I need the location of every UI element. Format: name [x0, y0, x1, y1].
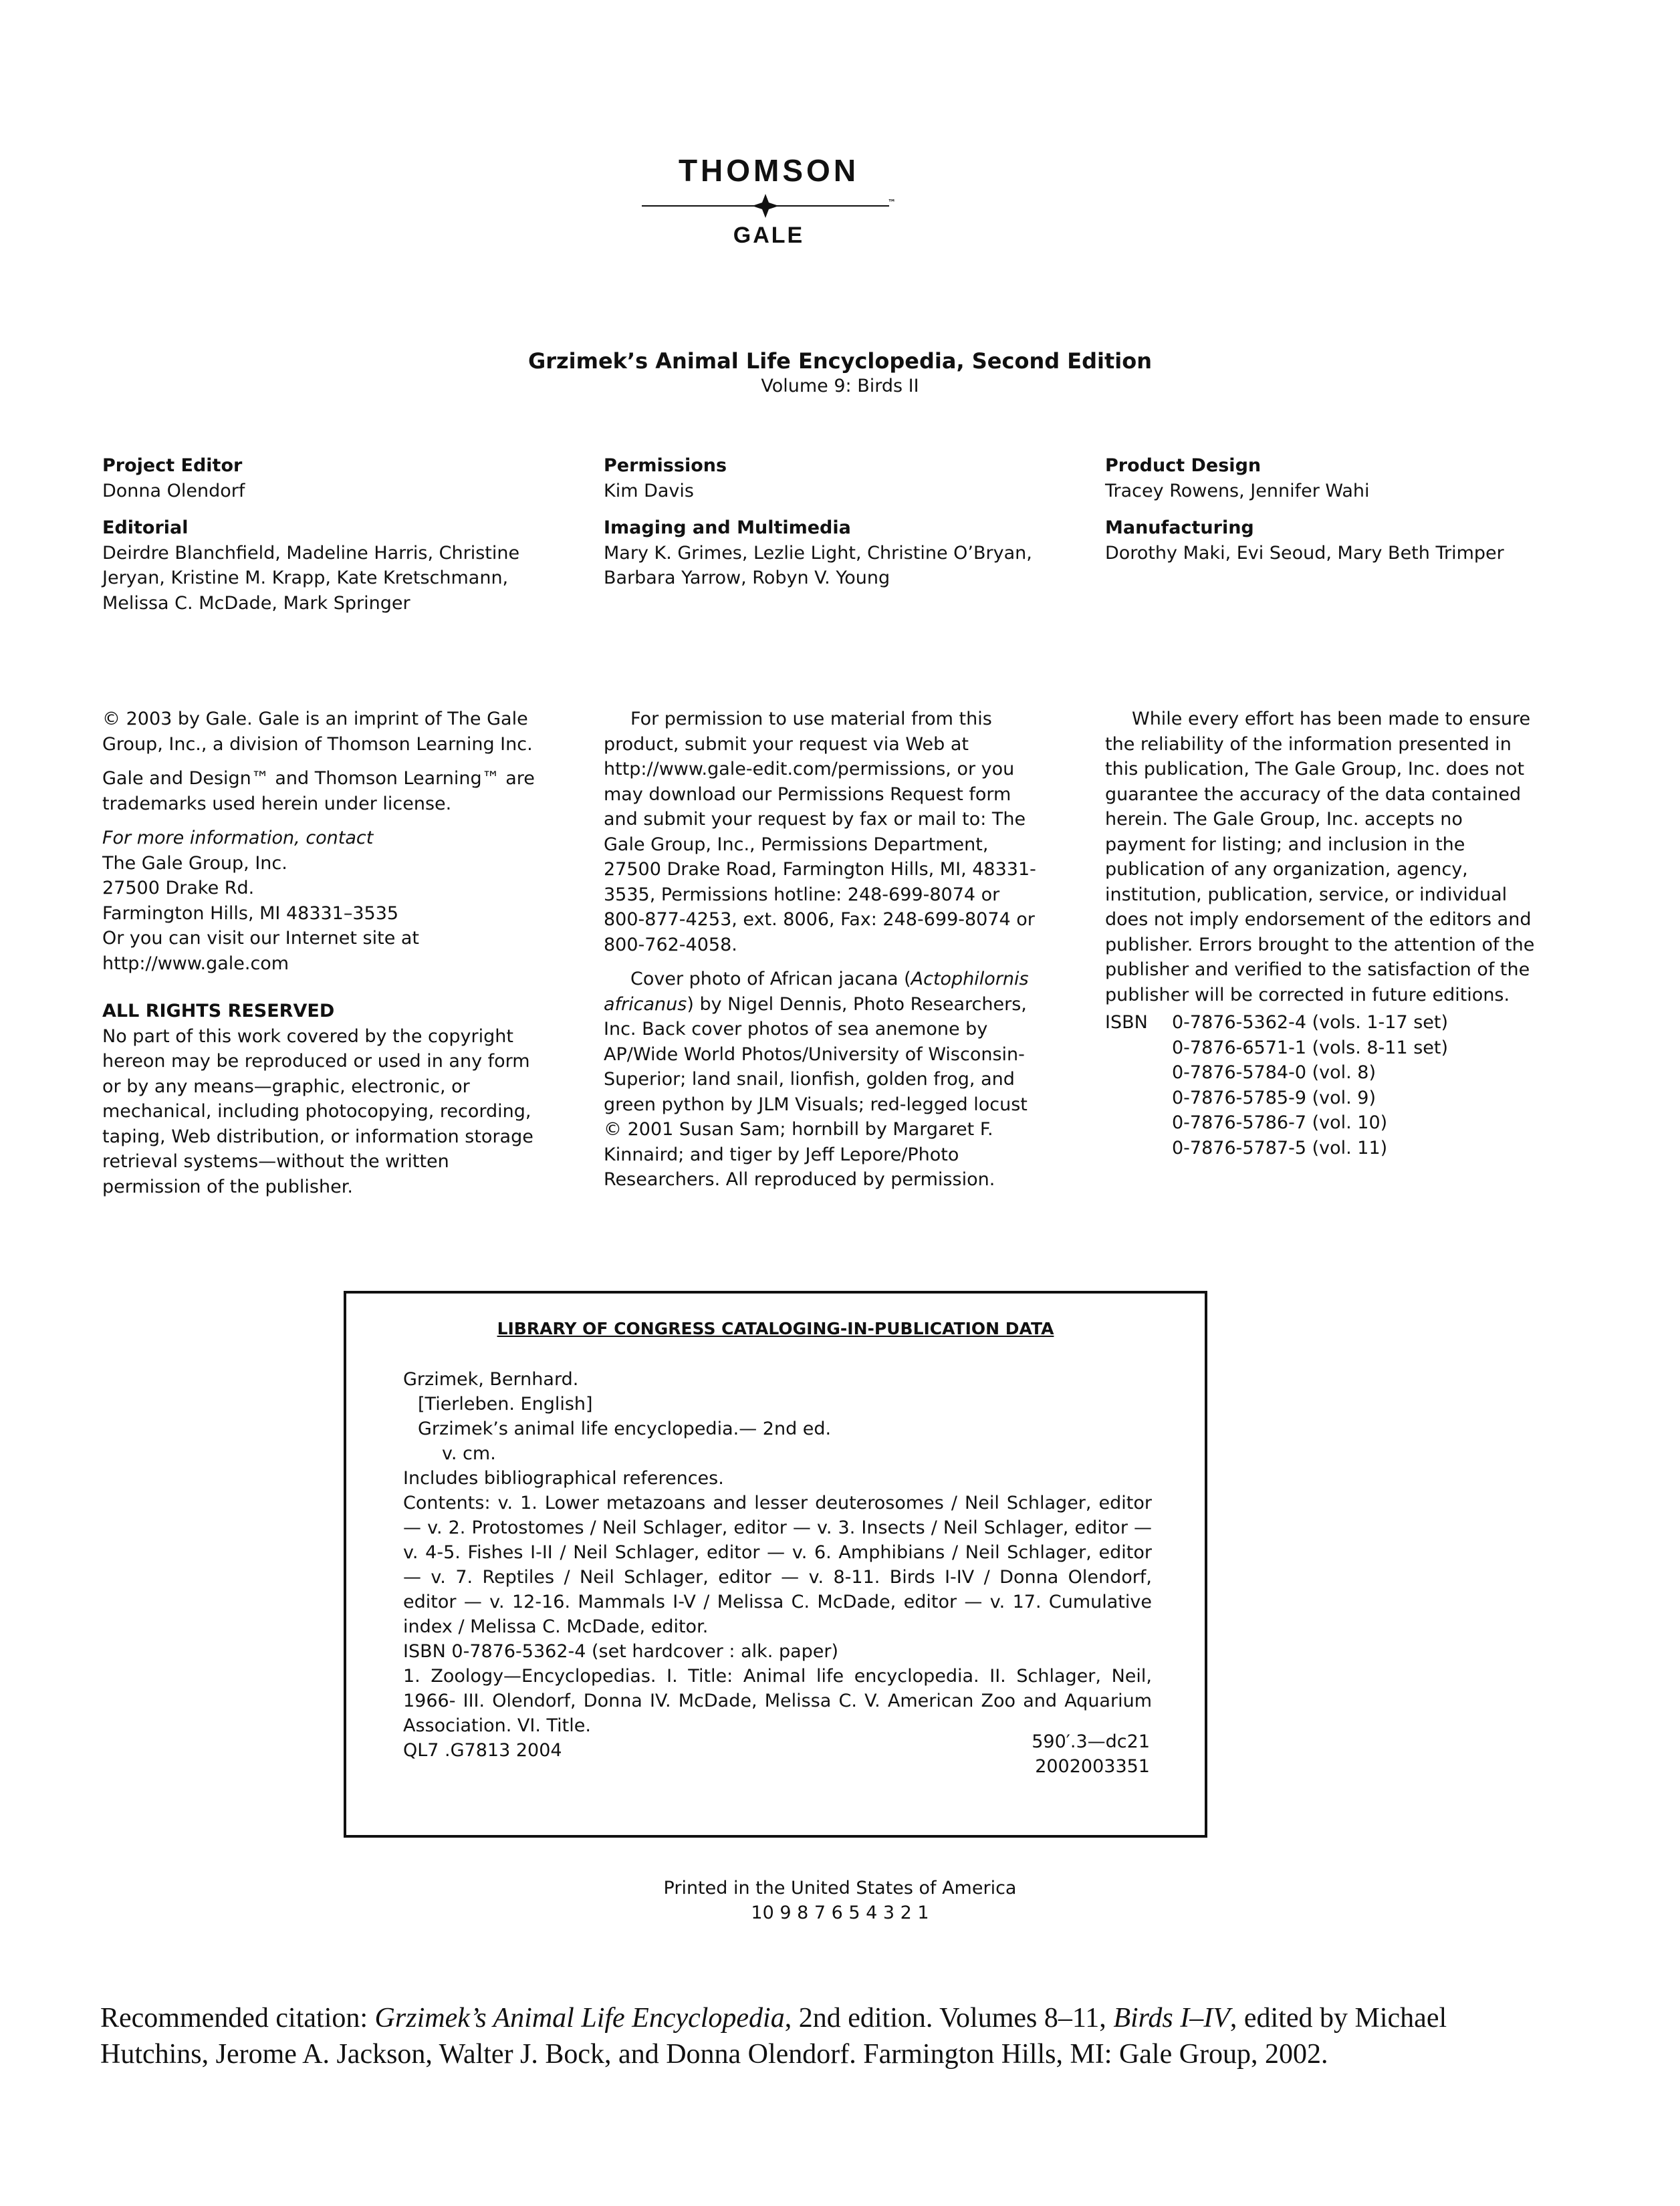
credit-label: Permissions [604, 455, 727, 476]
rights-heading: ALL RIGHTS RESERVED [102, 1001, 335, 1021]
isbn-entry: 0-7876-6571-1 (vols. 8-11 set) [1172, 1037, 1449, 1058]
thomson-gale-logo [635, 152, 903, 253]
credit-label: Editorial [102, 517, 189, 538]
credit-project-editor [102, 453, 544, 503]
citation-part: , edited by Michael Hutchins, Jerome A. Jackson, Walter J. Bock, and Donna Olendorf. Farmington Hills, MI: Gale Group, 2002. [100, 2003, 1447, 2070]
credit-imaging [604, 515, 1045, 591]
credits-column-3 [1105, 453, 1546, 578]
citation-title: Grzimek’s Animal Life Encyclopedia [374, 2003, 785, 2034]
gale-website-link[interactable]: http://www.gale.com [102, 953, 289, 974]
credit-manufacturing [1105, 515, 1546, 566]
isbn-entry: 0-7876-5784-0 (vol. 8) [1172, 1062, 1376, 1083]
cover-photo-credits [604, 967, 1045, 1193]
printing-info [0, 1876, 1680, 1925]
credit-label: Project Editor [102, 455, 243, 476]
cip-heading: LIBRARY OF CONGRESS CATALOGING-IN-PUBLICATION DATA [497, 1319, 1054, 1338]
citation-part: , 2nd edition. Volumes 8–11, [784, 2003, 1114, 2034]
cip-original-title: [Tierleben. English] [418, 1394, 593, 1415]
cip-body [403, 1367, 1152, 1763]
volume-subtitle: Volume 9: Birds II [761, 376, 919, 396]
credit-names: Donna Olendorf [102, 480, 245, 501]
credits-column-1 [102, 453, 544, 628]
rights-text: No part of this work covered by the copyright hereon may be reproduced or used in any form or by any means—graphic, electronic, or mechanical, including photocopying, recording, taping, Web distribution, or information storage retrieval systems—without the written permission of the publisher. [102, 1025, 533, 1197]
logo-wordmark-bottom: GALE [733, 223, 805, 248]
logo-wordmark-top: THOMSON [678, 153, 860, 188]
cip-data-box [344, 1291, 1207, 1838]
printing-line-numbers: 10 9 8 7 6 5 4 3 2 1 [751, 1903, 929, 1923]
credit-editorial [102, 515, 544, 616]
credit-product-design [1105, 453, 1546, 503]
isbn-entry: 0-7876-5785-9 (vol. 9) [1172, 1087, 1376, 1108]
credit-label: Imaging and Multimedia [604, 517, 851, 538]
cip-call-number: QL7 .G7813 2004 [403, 1740, 562, 1761]
disclaimer-text: While every effort has been made to ensure the reliability of the information presented in this publication, The Gale Group, Inc. does not guarantee the accuracy of the data contained herein. The Gale Group, Inc. accepts no payment for listing; and inclusion in the publication of any organization, agency, institution, publication, service, or individual does not imply endorsement of the editors and publisher. Errors brought to the attention of the publisher and verified to the satisfaction of the publisher will be corrected in future editions. [1105, 709, 1535, 1005]
citation-volume-title: Birds I–IV [1113, 2003, 1230, 2034]
title-block [0, 348, 1680, 398]
isbn-label: ISBN [1105, 1012, 1148, 1033]
credit-names: Deirdre Blanchfield, Madeline Harris, Christine Jeryan, Kristine M. Krapp, Kate Kretschmann, Melissa C. McDade, Mark Springer [102, 542, 520, 614]
permissions-text: For permission to use material from this product, submit your request via Web at http://www.gale-edit.com/permissions, or you may download our Permissions Request form and submit your request by fax or mail to: The Gale Group, Inc., Permissions Department, 27500 Drake Road, Farmington Hills, MI, 48331-3535, Permissions hotline: 248-699-8074 or 800-877-4253, ext. 8006, Fax: 248-699-8074 or 800-762-4058. [604, 709, 1036, 955]
isbn-list [1105, 1010, 1546, 1160]
contact-line: Farmington Hills, MI 48331–3535 [102, 902, 399, 924]
isbn-entry: 0-7876-5362-4 (vols. 1-17 set) [1172, 1012, 1449, 1033]
contact-line: Or you can visit our Internet site at [102, 928, 420, 949]
book-title: Grzimek’s Animal Life Encyclopedia, Second Edition [527, 348, 1153, 374]
credit-names: Mary K. Grimes, Lezlie Light, Christine O’Bryan, Barbara Yarrow, Robyn V. Young [604, 542, 1032, 588]
credit-label: Product Design [1105, 455, 1262, 476]
citation-part: Recommended citation: [100, 2003, 375, 2034]
credit-permissions [604, 453, 1045, 503]
credits-column-2 [604, 453, 1045, 603]
credit-label: Manufacturing [1105, 517, 1254, 538]
cip-volumes: v. cm. [442, 1443, 496, 1464]
contact-intro: For more information, contact [102, 828, 374, 848]
cip-dewey: 590′.3—dc21 [1032, 1731, 1150, 1752]
printed-country: Printed in the United States of America [663, 1878, 1017, 1898]
logo-trademark: ™ [888, 198, 896, 207]
cip-lccn: 2002003351 [1035, 1756, 1150, 1777]
permissions-column [604, 707, 1045, 1202]
cip-isbn: ISBN 0-7876-5362-4 (set hardcover : alk. paper) [403, 1641, 839, 1662]
copyright-notice: © 2003 by Gale. Gale is an imprint of The Gale Group, Inc., a division of Thomson Learning Inc. [102, 709, 533, 755]
logo-star-rule-icon [642, 193, 903, 219]
isbn-entry: 0-7876-5787-5 (vol. 11) [1172, 1137, 1388, 1158]
cover-credit-part: Cover photo of African jacana ( [630, 969, 911, 989]
cip-bibliography: Includes bibliographical references. [403, 1468, 724, 1489]
disclaimer-column [1105, 707, 1546, 1160]
cip-contents: Contents: v. 1. Lower metazoans and lesser deuterosomes / Neil Schlager, editor — v. 2. Protostomes / Neil Schlager, editor — v. 3. Insects / Neil Schlager, editor — v. 4-5. Fishes I-II / Neil Schlager, editor — v. 6. Amphibians / Neil Schlager, editor — v. 7. Reptiles / Neil Schlager, editor — v. 8-11. Birds I-IV / Donna Olendorf, editor — v. 12-16. Mammals I-V / Melissa C. McDade, editor — v. 17. Cumulative index / Melissa C. McDade, editor. [403, 1493, 1152, 1637]
credit-names: Kim Davis [604, 480, 694, 501]
contact-line: The Gale Group, Inc. [102, 852, 287, 874]
credit-names: Tracey Rowens, Jennifer Wahi [1105, 480, 1370, 501]
cip-subjects: 1. Zoology—Encyclopedias. I. Title: Animal life encyclopedia. II. Schlager, Neil, 1966- III. Olendorf, Donna IV. McDade, Melissa C. V. American Zoo and Aquarium Association. VI. Title. [403, 1666, 1152, 1736]
isbn-entry: 0-7876-5786-7 (vol. 10) [1172, 1112, 1388, 1133]
copyright-column [102, 707, 544, 1199]
recommended-citation [100, 2000, 1531, 2072]
contact-line: 27500 Drake Rd. [102, 878, 255, 898]
trademark-notice: Gale and Design™ and Thomson Learning™ are trademarks used herein under license. [102, 768, 535, 814]
cover-credit-part: ) by Nigel Dennis, Photo Researchers, Inc. Back cover photos of sea anemone by AP/Wide World Photos/University of Wisconsin-Superior; land snail, lionfish, golden frog, and green python by JLM Visuals; red-legged locust © 2001 Susan Sam; hornbill by Margaret F. Kinnaird; and tiger by Jeff Lepore/Photo Researchers. All reproduced by permission. [604, 993, 1028, 1190]
cip-classification [1032, 1729, 1150, 1779]
species-name: Actophilornis africanus [604, 969, 1029, 1015]
cip-title: Grzimek’s animal life encyclopedia.— 2nd ed. [418, 1419, 832, 1439]
cip-author: Grzimek, Bernhard. [403, 1369, 579, 1390]
credit-names: Dorothy Maki, Evi Seoud, Mary Beth Trimper [1105, 542, 1504, 564]
